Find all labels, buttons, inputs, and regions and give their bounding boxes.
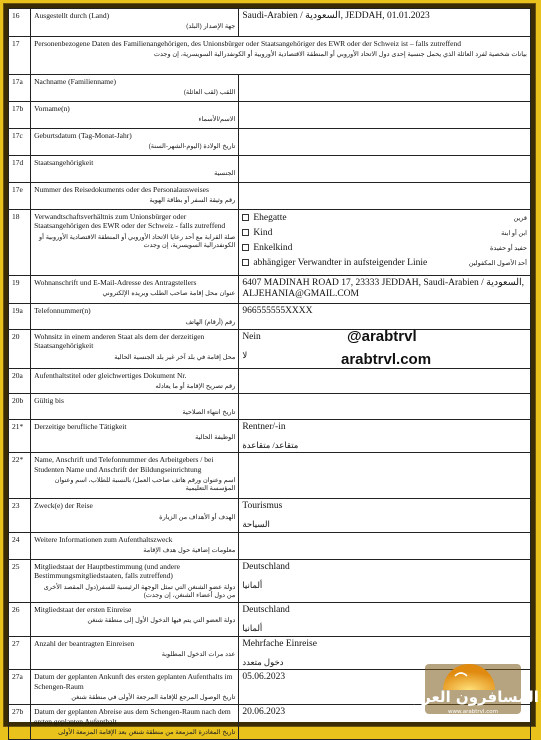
visa-application-sheet [8,8,539,736]
value-text: Deutschland [242,561,290,572]
document-frame [4,4,539,736]
option-label-arabic: ابن أو ابنة [501,229,527,237]
label-arabic: محل إقامة في بلد آخر غير بلد الجنسية الحالية [114,353,236,361]
field-label [31,37,531,75]
row-number: 22* [9,453,31,499]
row-number: 24 [9,532,31,559]
label-arabic: اسم وعنوان ورقم هاتف صاحب العمل/ بالنسبة للطلاب، اسم وعنوان المؤسسة التعليمية [54,477,236,493]
form-row [9,602,531,636]
checkbox[interactable] [242,259,249,266]
value-text: Nein [242,331,261,342]
label-arabic: الوظيفة الحالية [195,434,236,442]
field-label [31,368,239,394]
form-row [9,304,531,330]
row-number: 17c [9,129,31,156]
row-number: 17a [9,75,31,102]
form-row [9,102,531,129]
form-row [9,532,531,559]
label-german: Wohnanschrift und E-Mail-Adresse des Antragstellers [34,277,197,287]
form-row [9,183,531,210]
option-label-arabic: حفيد أو حفيدة [490,244,527,252]
label-german: Wohnsitz in einem anderen Staat als dem der derzeitigen Staatsangehörigkeit [34,331,205,351]
field-label [31,499,239,533]
field-label [31,75,239,102]
field-value[interactable] [239,304,531,330]
label-german: Geburtsdatum (Tag-Monat-Jahr) [34,131,132,140]
checkbox[interactable] [242,244,249,251]
field-value[interactable] [239,129,531,156]
label-arabic: الاسم/الأسماء [198,116,236,124]
value-text: Deutschland [242,604,290,615]
field-label [31,275,239,304]
label-german: Nummer des Reisedokuments oder des Personalausweises [34,185,209,194]
field-value[interactable] [239,156,531,183]
row-number: 20a [9,368,31,394]
form-row [9,129,531,156]
field-label [31,559,239,602]
row-number: 23 [9,499,31,533]
value-arabic: متقاعد/ متقاعدة [242,439,299,450]
field-label [31,183,239,210]
logo-url: www.arabtrvl.com [448,709,498,715]
form-row [9,9,531,37]
arab-travelers-logo [407,656,539,718]
field-label [31,129,239,156]
checkbox[interactable] [242,229,249,236]
relationship-option[interactable] [242,228,527,240]
field-label [31,9,239,37]
label-german: Staatsangehörigkeit [34,158,94,167]
row-number: 27 [9,636,31,670]
field-label [31,394,239,420]
logo-text: المسافرون العرب [407,688,539,706]
field-value[interactable] [239,275,531,304]
value-arabic: ألمانيا [242,579,263,590]
checkbox[interactable] [242,214,249,221]
label-arabic: اللقب (لقب العائلة) [183,89,236,97]
watermark-handle: @arabtrvl [347,328,417,345]
field-value[interactable] [239,394,531,420]
form-row [9,210,531,276]
row-number: 20 [9,329,31,368]
label-arabic: دولة العضو التي يتم فيها الدخول الأول إلى منطقة شنغن [87,617,236,625]
row-number: 21* [9,419,31,453]
row-number: 16 [9,9,31,37]
field-value[interactable] [239,9,531,37]
field-value[interactable] [239,75,531,102]
value-text: Mehrfache Einreise [242,638,317,649]
form-row [9,75,531,102]
label-german: Gültig bis [34,396,64,406]
label-arabic: عنوان محل إقامة صاحب الطلب وبريده الإلكتروني [102,289,236,297]
value-text: 20.06.2023 [242,707,286,718]
field-label [31,210,239,276]
label-german: Nachname (Familienname) [34,77,116,86]
label-german: Telefonnummer(n) [34,306,91,316]
label-arabic: صلة القرابة مع أحد رعايا الاتحاد الأوروبي أو المنطقة الاقتصادية الأوروبية أو الكونفدرالية السويسرية، إن وجدت [38,233,236,249]
field-value[interactable] [239,532,531,559]
label-arabic: تاريخ الوصول المرجع للإقامة المرجعة الأولى في منطقة شنغن [71,694,236,701]
field-value[interactable] [239,183,531,210]
label-german: Aufenthaltstitel oder gleichwertiges Dokument Nr. [34,370,187,380]
field-label [31,602,239,636]
form-row [9,453,531,499]
field-value[interactable] [239,559,531,602]
option-label-german: abhängiger Verwandter in aufsteigender Linie [253,257,428,268]
label-arabic: الهدف أو الأهداف من الزيارة [159,513,236,521]
label-german: Ausgestellt durch (Land) [34,11,110,20]
label-german: Derzeitige berufliche Tätigkeit [34,421,127,431]
value-arabic: دخول متعدد [242,656,284,667]
label-arabic: رقم تصريح الإقامة أو ما يعادله [155,383,236,391]
label-arabic: عدد مرات الدخول المطلوبة [161,651,236,659]
relationship-option[interactable] [242,213,527,225]
field-label [31,419,239,453]
label-arabic: بيانات شخصية لفرد العائلة الذي يحمل جنسية إحدى دول الاتحاد الأوروبي أو المنطقة الاقتصادية الأوروبية أو الكونفدرالية السويسرية، إن وجدت [153,51,527,59]
label-german: Verwandtschaftsverhältnis zum Unionsbürger oder Staatsangehörigen des EWR oder der Schweiz - falls zutreffend [34,212,226,231]
relationship-option[interactable] [242,243,527,255]
value-text: 966555555XXXX [242,306,313,317]
row-number: 25 [9,559,31,602]
field-value[interactable] [239,419,531,453]
watermark-site: arabtrvl.com [341,351,432,368]
value-text: 6407 MADINAH ROAD 17, 23333 JEDDAH, Saudi-Arabien / السعودية, ALJEHANIA@GMAIL.COM [242,277,524,300]
label-arabic: تاريخ المغادرة المزمعة من منطقة شنغن بعد الإقامة المزمعة الأولى [58,728,236,736]
value-arabic: لا [242,349,248,360]
label-german: Weitere Informationen zum Aufenthaltszweck [34,534,173,544]
field-label [31,102,239,129]
row-number: 19 [9,275,31,304]
option-label-german: Ehegatte [253,213,287,223]
option-label-arabic: أحد الأصول المكفولين [468,259,527,267]
label-german: Mitgliedstaat der ersten Einreise [34,604,132,614]
field-label [31,532,239,559]
form-row [9,394,531,420]
field-label [31,670,239,705]
value-arabic: ألمانيا [242,622,263,633]
row-number: 27a [9,670,31,705]
row-number: 19a [9,304,31,330]
label-arabic: الجنسية [214,170,236,178]
value-text: 05.06.2023 [242,672,286,683]
label-arabic: رقم وثيقة السفر أو بطاقة الهوية [149,197,236,205]
field-value[interactable] [239,499,531,533]
form-row [9,275,531,304]
field-value[interactable] [239,102,531,129]
value-text: Tourismus [242,501,283,512]
row-number: 17b [9,102,31,129]
value-arabic: السياحة [242,519,270,530]
row-number: 26 [9,602,31,636]
label-arabic: جهة الإصدار (البلد) [186,23,236,31]
form-row [9,419,531,453]
row-number: 17e [9,183,31,210]
form-row [9,368,531,394]
form-row [9,499,531,533]
value-text: Saudi-Arabien / السعودية, JEDDAH, 01.01.2023 [242,11,430,21]
field-value[interactable] [239,602,531,636]
label-german: Name, Anschrift und Telefonnummer des Arbeitgebers / bei Studenten Name und Anschrift der Bildungseinrichtung [34,455,214,474]
application-form-table [8,8,531,740]
row-number: 17 [9,37,31,75]
label-german: Vorname(n) [34,104,70,113]
label-arabic: تاريخ الولادة (اليوم-الشهر-السنة) [148,143,236,151]
field-label [31,453,239,499]
field-value[interactable] [239,368,531,394]
option-label-german: Kind [253,227,273,238]
field-label [31,329,239,368]
form-row [9,156,531,183]
label-german: Mitgliedstaat der Hauptbestimmung (und andere Bestimmungsmitgliedstaaten, falls zutreffend) [34,561,180,581]
label-german: Personenbezogene Daten des Familienangehörigen, des Unionsbürger oder Staatsangehöriger des EWR oder der Schweiz ist – falls zutreffend [34,39,462,48]
field-value[interactable] [239,453,531,499]
label-german: Datum der geplanten Abreise aus dem Schengen-Raum nach dem ersten geplanten Aufenthalt [34,707,231,726]
row-number: 18 [9,210,31,276]
option-label-arabic: قرين [513,214,527,222]
field-label [31,156,239,183]
relationship-options [239,210,531,276]
field-label [31,705,239,740]
label-arabic: رقم (أرقام) الهاتف [185,318,236,326]
field-label [31,636,239,670]
value-text: Rentner/-in [242,421,286,432]
form-row [9,329,531,368]
form-row [9,37,531,75]
label-german: Zweck(e) der Reise [34,501,93,511]
option-label-german: Enkelkind [253,242,293,253]
label-arabic: دولة عضو الشنغن التي تمثل الوجهة الرئيسية للسفر(دول المقصد الأخرى من دول أعضاء الشنغن، إن وجدت) [43,583,236,599]
label-arabic: معلومات إضافية حول هدف الإقامة [143,547,236,555]
row-number: 27b [9,705,31,740]
field-label [31,304,239,330]
label-german: Anzahl der beantragten Einreisen [34,638,135,648]
label-arabic: تاريخ انتهاء الصلاحية [182,408,236,416]
label-german: Datum der geplanten Ankunft des ersten geplanten Aufenthalts im Schengen-Raum [34,672,233,691]
row-number: 17d [9,156,31,183]
form-row [9,559,531,602]
row-number: 20b [9,394,31,420]
relationship-option[interactable] [242,258,527,270]
